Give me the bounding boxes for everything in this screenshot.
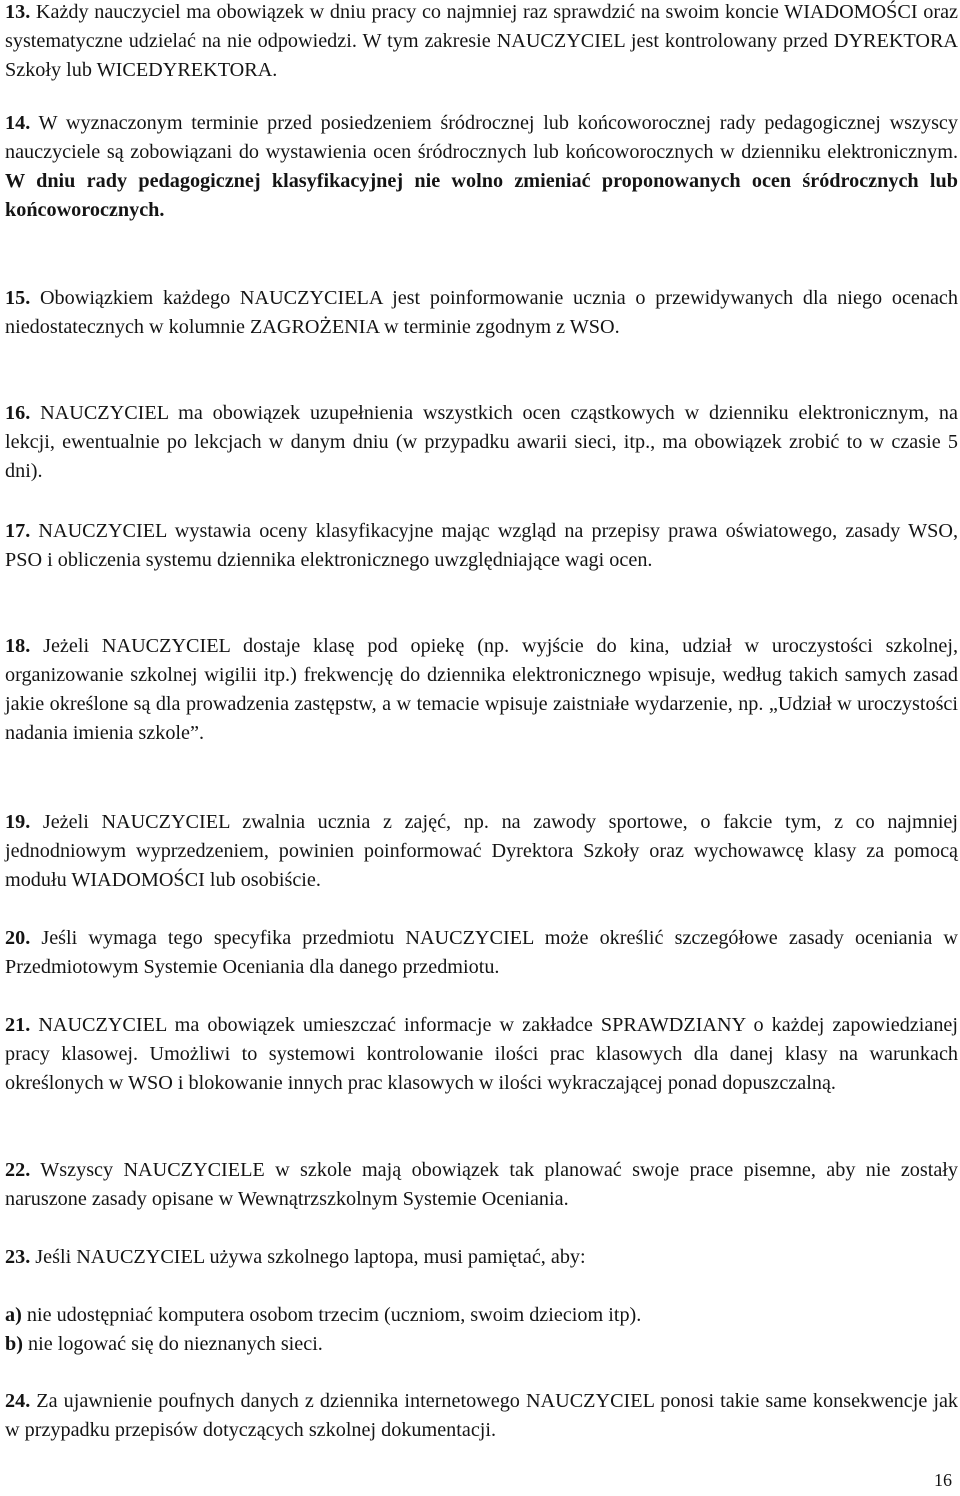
paragraph-15: [5, 284, 958, 342]
item-text: nie udostępniać komputera osobom trzecim (uczniom, swoim dzieciom itp).: [21, 1304, 642, 1326]
item-text: Obowiązkiem każdego NAUCZYCIELA jest poinformowanie ucznia o przewidywanych dla niego ocenach niedostatecznych w kolumnie ZAGROŻENIA w terminie zgodnym z WSO.: [5, 287, 958, 338]
item-text: Jeżeli NAUCZYCIEL zwalnia ucznia z zajęć, np. na zawody sportowe, o fakcie tym, z co najmniej jednodniowym wyprzedzeniem, powinien poinformować Dyrektora Szkoły oraz wychowawcę klasy za pomocą modułu WIADOMOŚCI lub osobiście.: [5, 811, 958, 891]
paragraph-18: [5, 632, 958, 748]
item-text: NAUCZYCIEL ma obowiązek uzupełnienia wszystkich ocen cząstkowych w dzienniku elektronicznym, na lekcji, ewentualnie po lekcjach w danym dniu (w przypadku awarii sieci, itp., ma obowiązek zrobić to w czasie 5 dni).: [5, 402, 958, 482]
paragraph-14: [5, 109, 958, 225]
item-text: Jeżeli NAUCZYCIEL dostaje klasę pod opiekę (np. wyjście do kina, udział w uroczystości szkolnej, organizowanie szkolnej wigilii itp.) frekwencję do dziennika elektronicznego wpisuje, według takich samych zasad jakie określone są dla prowadzenia zastępstw, a w temacie wpisuje zaistniałe wydarzenie, np. „Udział w uroczystości nadania imienia szkole”.: [5, 635, 958, 744]
item-bold-text: W dniu rady pedagogicznej klasyfikacyjnej nie wolno zmieniać proponowanych ocen śródrocznych lub końcoworocznych.: [5, 170, 958, 221]
paragraph-13: [5, 0, 958, 85]
item-number: 23.: [5, 1246, 31, 1268]
paragraph-21: [5, 1011, 958, 1098]
item-number: a): [5, 1304, 22, 1326]
item-number: 22.: [5, 1159, 31, 1181]
item-text: Każdy nauczyciel ma obowiązek w dniu pracy co najmniej raz sprawdzić na swoim koncie WIADOMOŚCI oraz systematyczne udzielać na nie odpowiedzi. W tym zakresie NAUCZYCIEL jest kontrolowany przed DYREKTORA Szkoły lub WICEDYREKTORA.: [5, 1, 958, 81]
item-number: 24.: [5, 1390, 31, 1412]
page-number: 16: [934, 1470, 952, 1490]
paragraph-17: [5, 517, 958, 575]
item-text: nie logować się do nieznanych sieci.: [22, 1333, 323, 1355]
item-number: 21.: [5, 1014, 31, 1036]
item-number: 15.: [5, 287, 31, 309]
item-number: b): [5, 1333, 23, 1355]
paragraph-23: [5, 1243, 958, 1272]
item-number: 13.: [5, 1, 31, 23]
item-number: 20.: [5, 927, 31, 949]
item-text: W wyznaczonym terminie przed posiedzeniem śródrocznej lub końcoworocznej rady pedagogicznej wszyscy nauczyciele są zobowiązani do wystawienia ocen śródrocznych lub końcoworocznych w dzienniku elektronicznym.: [5, 112, 958, 163]
item-text: Za ujawnienie poufnych danych z dziennika internetowego NAUCZYCIEL ponosi takie same konsekwencje jak w przypadku przepisów dotyczących szkolnej dokumentacji.: [5, 1390, 958, 1441]
paragraph-20: [5, 924, 958, 982]
item-number: 16.: [5, 402, 31, 424]
item-number: 19.: [5, 811, 31, 833]
item-text: Jeśli wymaga tego specyfika przedmiotu NAUCZYCIEL może określić szczegółowe zasady oceniania w Przedmiotowym Systemie Oceniania dla danego przedmiotu.: [5, 927, 958, 978]
item-text: NAUCZYCIEL ma obowiązek umieszczać informacje w zakładce SPRAWDZIANY o każdej zapowiedzianej pracy klasowej. Umożliwi to systemowi kontrolowanie ilości prac klasowych dla danej klasy na warunkach określonych w WSO i blokowanie innych prac klasowych w ilości wykraczającej ponad dopuszczalną.: [5, 1014, 958, 1094]
item-text: Jeśli NAUCZYCIEL używa szkolnego laptopa, musi pamiętać, aby:: [30, 1246, 586, 1268]
paragraph-19: [5, 808, 958, 895]
paragraph-24: [5, 1387, 958, 1445]
item-text: Wszyscy NAUCZYCIELE w szkole mają obowiązek tak planować swoje prace pisemne, aby nie zostały naruszone zasady opisane w Wewnątrzszkolnym Systemie Oceniania.: [5, 1159, 958, 1210]
item-number: 18.: [5, 635, 31, 657]
item-number: 14.: [5, 112, 31, 134]
subitem-a: [5, 1301, 958, 1330]
paragraph-16: [5, 399, 958, 486]
subitem-b: [5, 1330, 958, 1359]
paragraph-22: [5, 1156, 958, 1214]
item-text: NAUCZYCIEL wystawia oceny klasyfikacyjne mając wzgląd na przepisy prawa oświatowego, zasady WSO, PSO i obliczenia systemu dziennika elektronicznego uwzględniające wagi ocen.: [5, 520, 958, 571]
item-number: 17.: [5, 520, 31, 542]
